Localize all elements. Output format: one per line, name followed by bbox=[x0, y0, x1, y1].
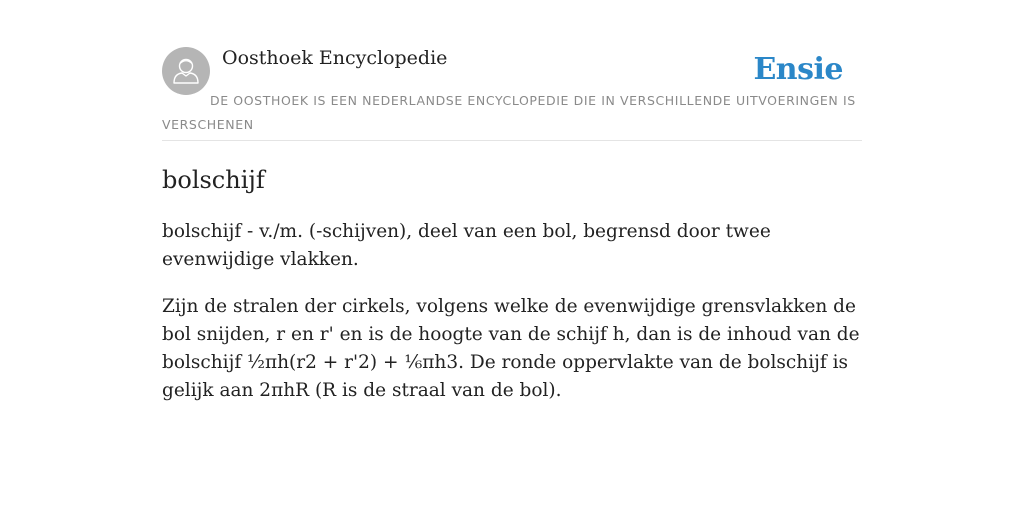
entry-body bbox=[162, 218, 862, 405]
user-silhouette-icon[interactable] bbox=[162, 47, 210, 95]
source-description: DE OOSTHOEK IS EEN NEDERLANDSE ENCYCLOPEDIE DIE IN VERSCHILLENDE UITVOERINGEN IS VERSCHENEN bbox=[162, 93, 856, 132]
source-header bbox=[162, 0, 862, 141]
source-title[interactable]: Oosthoek Encyclopedie bbox=[222, 47, 448, 69]
entry-paragraph-definition: bolschijf - v./m. (-schijven), deel van een bol, begrensd door twee evenwijdige vlakken. bbox=[162, 221, 771, 270]
entry-title: bolschijf bbox=[162, 166, 265, 194]
page bbox=[162, 0, 862, 405]
ensie-logo-link[interactable]: Ensie bbox=[753, 52, 843, 87]
entry-paragraph-formula: Zijn de stralen der cirkels, volgens welke de evenwijdige grensvlakken de bol snijden, r en r' en is de hoogte van de schijf h, dan is de inhoud van de bolschijf ½πh(r2 + r'2) + ⅙πh3. De ronde oppervlakte van de bolschijf is gelijk aan 2πhR (R is de straal van de bol). bbox=[162, 296, 860, 401]
